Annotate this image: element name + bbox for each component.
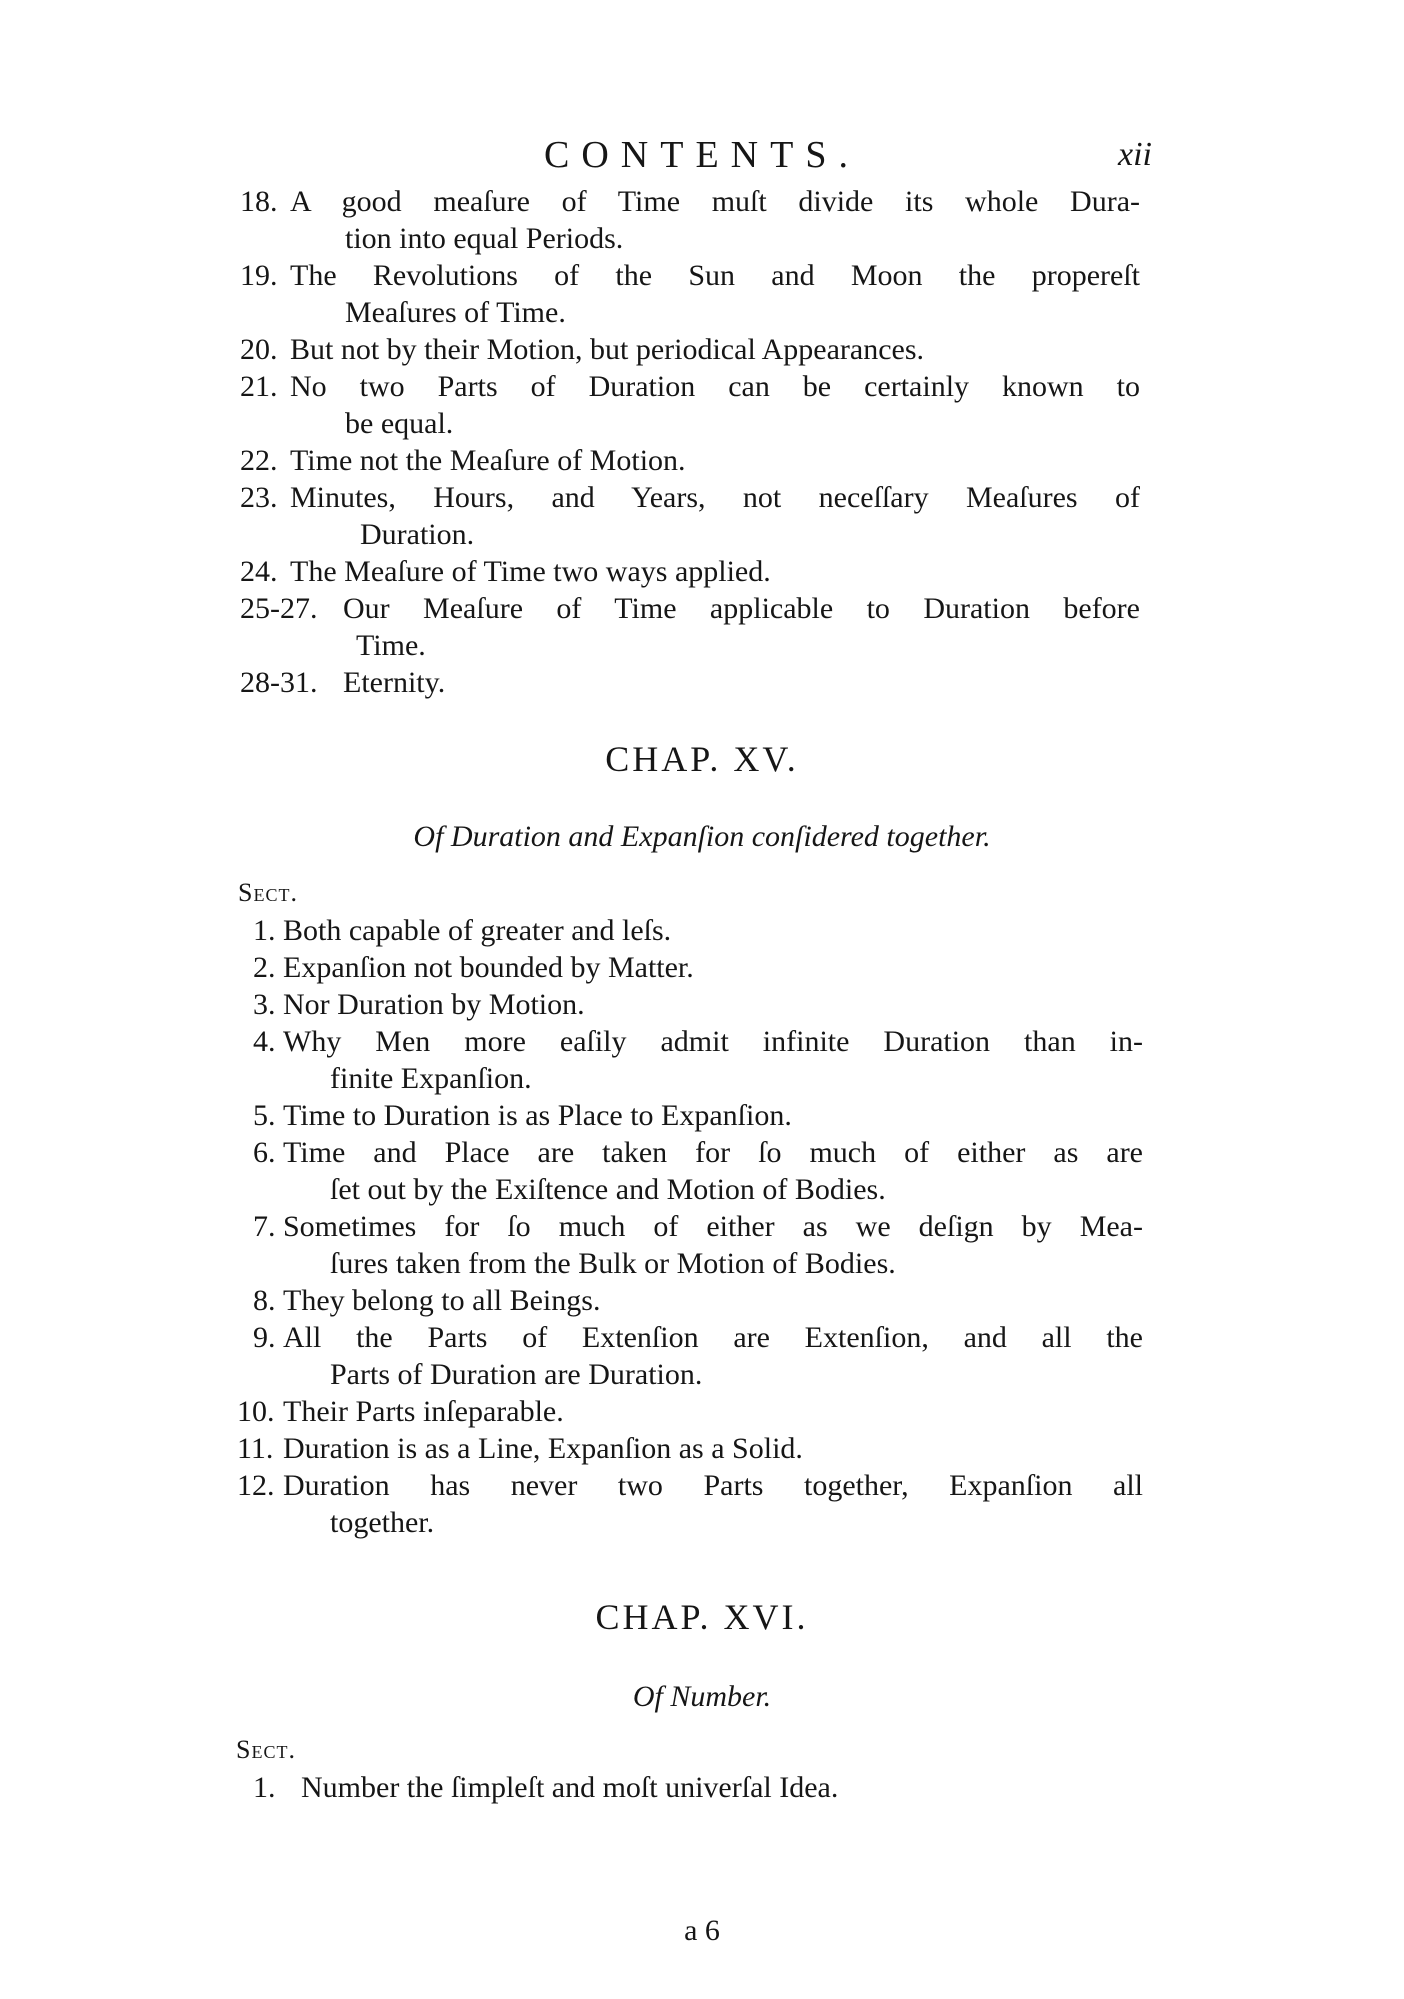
contents-entry	[240, 331, 1140, 368]
entry-text: No two Parts of Duration can be certainly known to	[290, 370, 1140, 403]
contents-entry	[253, 1282, 1143, 1319]
entry-number: 22.	[240, 444, 278, 477]
entry-text: Why Men more eaſily admit infinite Duration than in-	[283, 1025, 1143, 1058]
entry-number: 7.	[253, 1210, 276, 1243]
chapter-heading: CHAP. XVI.	[595, 1597, 809, 1637]
entry-number: 6.	[253, 1136, 276, 1169]
entry-continuation: Meaſures of Time.	[345, 296, 566, 329]
contents-entry	[237, 1430, 1143, 1467]
contents-entry	[240, 553, 1140, 590]
entry-text: Time and Place are taken for ſo much of either as are	[283, 1136, 1143, 1169]
contents-entry	[240, 479, 1140, 553]
contents-entry	[253, 1319, 1143, 1393]
entry-number: 3.	[253, 988, 276, 1021]
entry-text: Nor Duration by Motion.	[283, 988, 585, 1021]
entry-text: But not by their Motion, but periodical Appearances.	[290, 333, 925, 366]
entry-text: Their Parts inſeparable.	[283, 1395, 564, 1428]
contents-entry	[253, 1097, 1143, 1134]
running-head: CONTENTS.	[544, 134, 860, 176]
entry-text: Sometimes for ſo much of either as we deſign by Mea-	[283, 1210, 1143, 1243]
entry-continuation: ſet out by the Exiſtence and Motion of Bodies.	[330, 1173, 886, 1206]
entry-continuation: tion into equal Periods.	[345, 222, 624, 255]
chapter-subtitle: Of Number.	[632, 1680, 772, 1713]
entry-text: Number the ſimpleſt and moſt univerſal Idea.	[301, 1771, 839, 1804]
sect-label: Sect.	[236, 1735, 296, 1764]
entry-text: Both capable of greater and leſs.	[283, 914, 672, 947]
entry-number: 9.	[253, 1321, 276, 1354]
entry-text: All the Parts of Extenſion are Extenſion, and all the	[283, 1321, 1143, 1354]
entry-text: They belong to all Beings.	[283, 1284, 601, 1317]
entry-text: Duration has never two Parts together, Expanſion all	[283, 1469, 1143, 1502]
entry-number: 5.	[253, 1099, 276, 1132]
entry-number: 1.	[253, 914, 276, 947]
contents-entry	[240, 442, 1140, 479]
entry-continuation: finite Expanſion.	[330, 1062, 532, 1095]
entry-number: 20.	[240, 333, 278, 366]
entry-number: 11.	[237, 1432, 274, 1465]
entry-number: 1.	[253, 1771, 276, 1804]
contents-entry	[237, 1393, 1143, 1430]
entry-number: 10.	[237, 1395, 275, 1428]
entry-text: Duration is as a Line, Expanſion as a Solid.	[283, 1432, 803, 1465]
contents-entry	[240, 664, 1140, 701]
chapter-subtitle: Of Duration and Expanſion conſidered together.	[413, 820, 991, 853]
entry-number: 8.	[253, 1284, 276, 1317]
contents-entry	[240, 590, 1140, 664]
contents-entry	[253, 986, 1143, 1023]
sect-label: Sect.	[238, 878, 298, 907]
entry-number: 23.	[240, 481, 278, 514]
entry-number: 2.	[253, 951, 276, 984]
entry-number: 28-31.	[240, 666, 318, 699]
contents-entry	[240, 368, 1140, 442]
entry-text: Minutes, Hours, and Years, not neceſſary Meaſures of	[290, 481, 1140, 514]
contents-entry	[253, 1023, 1143, 1097]
entry-continuation: be equal.	[345, 407, 454, 440]
contents-entry	[253, 949, 1143, 986]
signature-mark: a 6	[684, 1914, 720, 1947]
entry-text: A good meaſure of Time muſt divide its whole Dura-	[290, 185, 1140, 218]
entry-continuation: Parts of Duration are Duration.	[330, 1358, 703, 1391]
entry-text: Our Meaſure of Time applicable to Duration before	[343, 592, 1140, 625]
contents-entry	[253, 1134, 1143, 1208]
entry-number: 12.	[237, 1469, 275, 1502]
entry-number: 19.	[240, 259, 278, 292]
page-number: xii	[1118, 136, 1152, 173]
entry-continuation: together.	[330, 1506, 435, 1539]
contents-entry	[253, 1208, 1143, 1282]
contents-entry	[240, 257, 1140, 331]
entry-number: 18.	[240, 185, 278, 218]
entry-text: The Meaſure of Time two ways applied.	[290, 555, 771, 588]
contents-entry	[253, 1769, 1143, 1806]
entry-text: Expanſion not bounded by Matter.	[283, 951, 694, 984]
entry-number: 4.	[253, 1025, 276, 1058]
entry-continuation: ſures taken from the Bulk or Motion of Bodies.	[330, 1247, 896, 1280]
entry-continuation: Duration.	[360, 518, 475, 551]
contents-entry	[253, 912, 1143, 949]
entry-number: 25-27.	[240, 592, 318, 625]
entry-number: 24.	[240, 555, 278, 588]
entry-text: The Revolutions of the Sun and Moon the propereſt	[290, 259, 1140, 292]
contents-entry	[237, 1467, 1143, 1541]
entry-number: 21.	[240, 370, 278, 403]
entry-text: Eternity.	[343, 666, 446, 699]
contents-entry	[240, 183, 1140, 257]
entry-text: Time to Duration is as Place to Expanſion.	[283, 1099, 792, 1132]
entry-text: Time not the Meaſure of Motion.	[290, 444, 686, 477]
entry-continuation: Time.	[356, 629, 426, 662]
chapter-heading: CHAP. XV.	[605, 739, 799, 779]
